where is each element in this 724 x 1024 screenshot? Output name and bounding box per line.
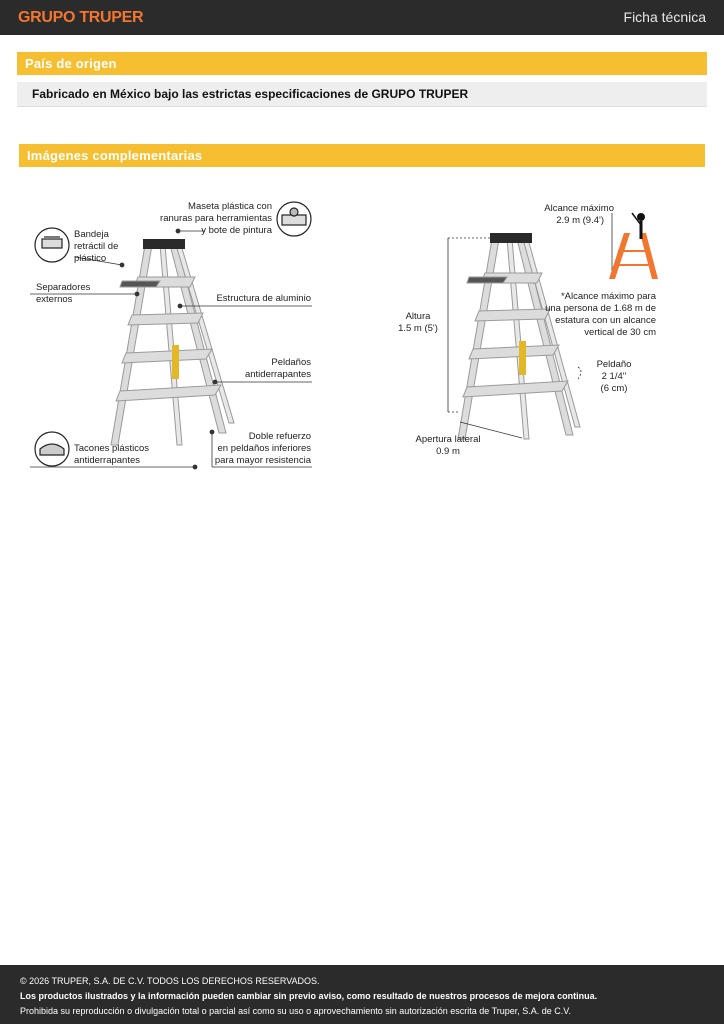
label-bandeja	[74, 229, 118, 264]
peldano-line-1: Peldaño	[596, 359, 632, 370]
separadores-line-1: Separadores	[36, 282, 91, 293]
right-tray	[467, 277, 507, 283]
images-section-title: Imágenes complementarias	[19, 144, 705, 167]
altura-line-2: 1.5 m (5')	[398, 323, 438, 334]
right-label-sticker	[519, 341, 526, 375]
nota-line-1: *Alcance máximo para	[560, 291, 656, 302]
label-separadores	[36, 282, 91, 305]
right-ladder-drawing	[458, 239, 580, 439]
peldanos-line-1: Peldaños	[271, 357, 311, 368]
origin-section-title: País de origen	[17, 52, 707, 75]
right-step-2	[475, 309, 550, 321]
peldano-line-3: (6 cm)	[600, 383, 628, 394]
label-apertura	[416, 434, 481, 457]
bandeja-line-2: retráctil de	[74, 241, 119, 252]
maseta-line-2: ranuras para herramientas	[160, 213, 272, 224]
alcance-line-2: 2.9 m (9.4')	[556, 215, 604, 226]
right-top-cap	[490, 233, 532, 243]
maseta-line-1: Maseta plástica con	[188, 201, 272, 212]
maseta-line-3: y bote de pintura	[201, 225, 272, 236]
truper-logo: GRUPO TRUPER	[18, 9, 144, 26]
left-step-2	[128, 313, 203, 325]
altura-line-1: Altura	[405, 311, 431, 322]
footer-notice: Los productos ilustrados y la información pueden cambiar sin previo aviso, como resultado de nuestros procesos de mejora continua.	[20, 991, 598, 1001]
footer-copyright: © 2026 TRUPER, S.A. DE C.V. TODOS LOS DERECHOS RESERVADOS.	[20, 976, 320, 986]
right-step-4	[463, 381, 568, 397]
left-tray	[120, 281, 160, 287]
label-alcance	[544, 203, 614, 226]
refuerzo-line-2: en peldaños inferiores	[217, 443, 311, 454]
right-step-3	[469, 345, 559, 359]
origin-text: Fabricado en México bajo las estrictas especificaciones de GRUPO TRUPER	[17, 82, 707, 107]
label-peldanos	[245, 357, 311, 380]
refuerzo-line-3: para mayor resistencia	[214, 455, 311, 466]
left-label-sticker	[172, 345, 179, 379]
right-back-rail-2	[523, 239, 580, 427]
label-refuerzo	[215, 431, 312, 466]
left-top-cap	[143, 239, 185, 249]
label-nota	[545, 291, 657, 338]
apertura-line-2: 0.9 m	[436, 446, 460, 457]
apertura-line-1: Apertura lateral	[415, 434, 481, 445]
left-step-3	[122, 349, 212, 363]
label-peldano	[597, 359, 632, 394]
label-tacones	[74, 443, 149, 466]
alcance-line-1: Alcance máximo	[544, 203, 614, 214]
left-step-4	[116, 385, 221, 401]
estructura-line-1: Estructura de aluminio	[216, 293, 311, 304]
right-front-rail-1	[458, 239, 499, 439]
separadores-line-2: externos	[36, 294, 73, 305]
refuerzo-line-1: Doble refuerzo	[248, 431, 311, 442]
nota-line-2: una persona de 1.68 m de	[545, 303, 656, 314]
tacones-line-2: antiderrapantes	[74, 455, 141, 466]
nota-line-4: vertical de 30 cm	[584, 327, 656, 338]
reach-figure-icon	[609, 213, 658, 279]
peldanos-line-2: antiderrapantes	[244, 369, 311, 380]
tray-icon	[35, 228, 69, 262]
tacones-line-1: Tacones plásticos	[74, 443, 149, 454]
label-estructura	[216, 293, 311, 304]
ladder-illustration-svg	[30, 195, 690, 480]
foot-cap-icon	[35, 432, 69, 466]
ladder-illustration	[30, 195, 690, 480]
label-altura	[398, 311, 438, 334]
peldano-line-2: 2 1/4''	[601, 371, 627, 382]
bandeja-line-1: Bandeja	[74, 229, 109, 240]
paint-tray-icon	[277, 202, 311, 236]
bandeja-line-3: plástico	[74, 253, 107, 264]
footer-prohibition: Prohibida su reproducción o divulgación total o parcial así como su uso o aprovechamiento sin autorización escrita de Truper, S.A. de C.V.	[20, 1006, 571, 1016]
document-type-label: Ficha técnica	[623, 9, 706, 25]
page-header	[0, 0, 724, 35]
left-front-rail-1	[111, 245, 152, 445]
page-footer	[0, 965, 724, 1024]
nota-line-3: estatura con un alcance	[555, 315, 656, 326]
